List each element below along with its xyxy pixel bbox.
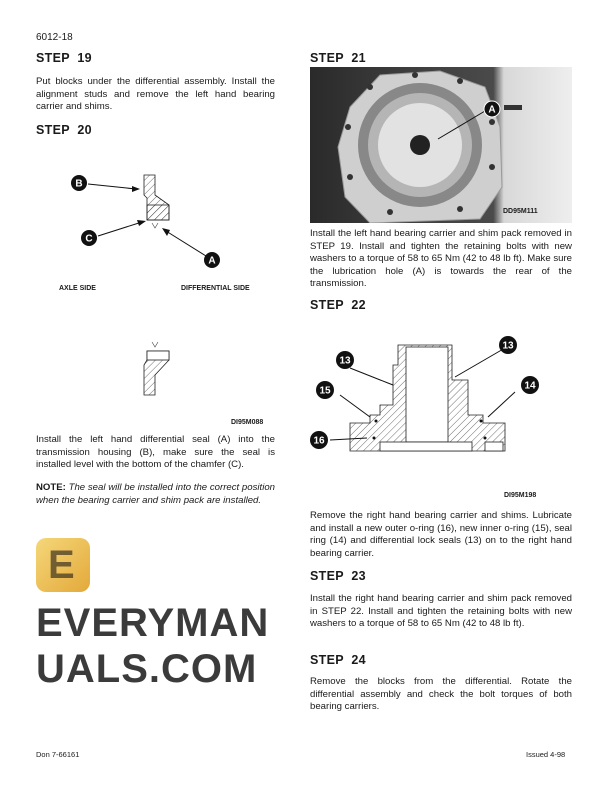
- callout-c: [81, 230, 97, 246]
- callout-14: [521, 376, 539, 394]
- watermark-text: EVERYMANUALS.COM: [36, 601, 270, 691]
- housing-section-top: [144, 175, 169, 228]
- step-23-heading: STEP 23: [310, 569, 366, 583]
- note-label: NOTE:: [36, 482, 66, 493]
- bearing-carrier-diagram: [305, 325, 575, 465]
- step-22-heading: STEP 22: [310, 298, 366, 312]
- housing-section-bottom: [144, 342, 169, 395]
- svg-text:14: 14: [524, 380, 536, 392]
- svg-text:C: C: [85, 233, 93, 245]
- step-20-heading: STEP 20: [36, 123, 92, 137]
- svg-text:13: 13: [502, 340, 514, 352]
- callout-b: [71, 175, 87, 191]
- svg-text:A: A: [208, 255, 216, 267]
- figure-id: DD95M111: [503, 208, 538, 215]
- step-24-heading: STEP 24: [310, 653, 366, 667]
- svg-text:B: B: [75, 178, 83, 190]
- callout-13-left: [336, 351, 354, 369]
- svg-text:16: 16: [313, 435, 325, 447]
- svg-text:A: A: [488, 104, 496, 116]
- figure-id: DI95M198: [504, 492, 537, 499]
- step-20-text: Install the left hand differential seal (A) into the transmission housing (B), make sure the seal is installed level with the bottom of the chamfer (C).: [36, 434, 275, 471]
- svg-text:13: 13: [339, 355, 351, 367]
- callout-16: [310, 431, 328, 449]
- page-number: 6012-18: [36, 32, 73, 43]
- watermark-logo-letter: E: [48, 543, 75, 587]
- step-21-text: Install the left hand bearing carrier and shim pack removed in STEP 19. Install and tighten the retaining bolts with new washers to a torque of 58 to 65 Nm (42 to 48 lb ft). Make sure the lubrication hole (A) is towards the rear of the transmission.: [310, 228, 572, 290]
- footer-issued: Issued 4-98: [526, 750, 566, 759]
- step-24-text: Remove the blocks from the differential. Rotate the differential assembly and check the bolt torques of both bearing carriers.: [310, 676, 572, 713]
- note-text: The seal will be installed into the correct position when the bearing carrier and shim pack are installed.: [36, 482, 276, 506]
- differential-side-label: DIFFERENTIAL SIDE: [181, 285, 250, 292]
- figure-id: DI95M088: [231, 419, 264, 426]
- svg-text:15: 15: [319, 385, 331, 397]
- callout-13-right: [499, 336, 517, 354]
- step-19-heading: STEP 19: [36, 51, 92, 65]
- step-22-text: Remove the right hand bearing carrier and shims. Lubricate and install a new outer o-ring (16), new inner o-ring (15), seal ring (14) and differential lock seals (13) on to the right hand bearing carrier.: [310, 510, 572, 559]
- step-23-text: Install the right hand bearing carrier and shim pack removed in STEP 22. Install and tighten the retaining bolts with new washers to a torque of 58 to 65 Nm (42 to 48 lb ft).: [310, 593, 572, 630]
- callout-a: [484, 101, 500, 117]
- step-21-heading: STEP 21: [310, 51, 366, 65]
- seal-diagram: [30, 160, 290, 405]
- callout-a: [204, 252, 220, 268]
- footer-doc-number: Don 7-66161: [36, 750, 80, 759]
- step-19-text: Put blocks under the differential assembly. Install the alignment studs and remove the left hand bearing carrier and shims.: [36, 76, 275, 113]
- callout-15: [316, 381, 334, 399]
- bearing-carrier-photo: [310, 67, 572, 223]
- watermark-logo: [36, 538, 90, 592]
- axle-side-label: AXLE SIDE: [59, 285, 96, 292]
- step-20-note: [36, 482, 275, 507]
- photo-drawing: [310, 67, 572, 223]
